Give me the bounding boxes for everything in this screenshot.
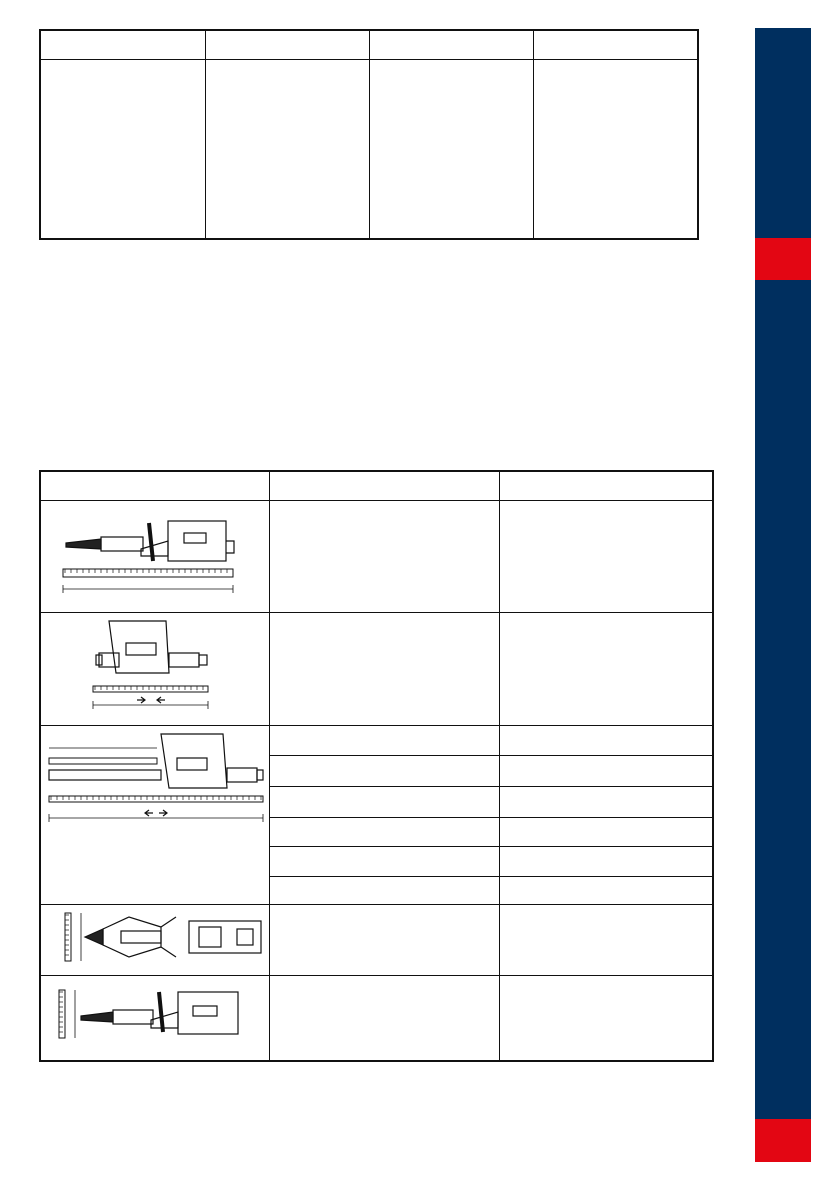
row3-value-cell-6 — [269, 877, 499, 905]
side-red-tab-top — [755, 238, 811, 280]
table1-header-3 — [369, 30, 533, 59]
row3-value-cell-4 — [269, 818, 499, 847]
row3-note-cell-5 — [499, 847, 713, 877]
spec-table-top — [39, 29, 699, 240]
row2-note-cell — [499, 613, 713, 726]
side-color-bar — [755, 28, 811, 1162]
row2-picture-cell — [40, 613, 269, 726]
cutter-top-view-with-scale-icon — [41, 905, 270, 975]
table2-header-1 — [40, 471, 269, 501]
row4-picture-cell — [40, 905, 269, 976]
row5-picture-cell — [40, 976, 269, 1062]
row5-note-cell — [499, 976, 713, 1062]
row4-value-cell — [269, 905, 499, 976]
table1-header-1 — [40, 30, 205, 59]
row4-note-cell — [499, 905, 713, 976]
row3-value-cell-3 — [269, 787, 499, 818]
cutter-side-view-with-scale-icon — [41, 976, 270, 1060]
table-row — [40, 613, 713, 726]
row3-value-cell-2 — [269, 756, 499, 787]
row3-value-cell-5 — [269, 847, 499, 877]
table1-cell-1 — [40, 59, 205, 239]
table1-cell-4 — [533, 59, 698, 239]
row3-note-cell-3 — [499, 787, 713, 818]
dimension-table — [39, 470, 714, 1062]
spreader-extended-with-rulers-icon — [41, 726, 270, 904]
side-red-tab-bottom — [755, 1119, 811, 1162]
row2-value-cell — [269, 613, 499, 726]
table2-header-3 — [499, 471, 713, 501]
row3-note-cell-6 — [499, 877, 713, 905]
table1-cell-3 — [369, 59, 533, 239]
row3-note-cell-2 — [499, 756, 713, 787]
table2-header-2 — [269, 471, 499, 501]
cutter-side-view-with-ruler-icon — [41, 501, 270, 612]
row1-note-cell — [499, 501, 713, 613]
row5-value-cell — [269, 976, 499, 1062]
table-row — [40, 726, 713, 756]
table-row — [40, 976, 713, 1062]
row3-picture-cell — [40, 726, 269, 905]
row3-note-cell-1 — [499, 726, 713, 756]
spreader-retracted-with-ruler-icon — [41, 613, 270, 725]
table-row — [40, 905, 713, 976]
table1-header-2 — [205, 30, 369, 59]
table1-header-4 — [533, 30, 698, 59]
row1-picture-cell — [40, 501, 269, 613]
table1-cell-2 — [205, 59, 369, 239]
row3-note-cell-4 — [499, 818, 713, 847]
row1-value-cell — [269, 501, 499, 613]
row3-value-cell-1 — [269, 726, 499, 756]
table-row — [40, 501, 713, 613]
